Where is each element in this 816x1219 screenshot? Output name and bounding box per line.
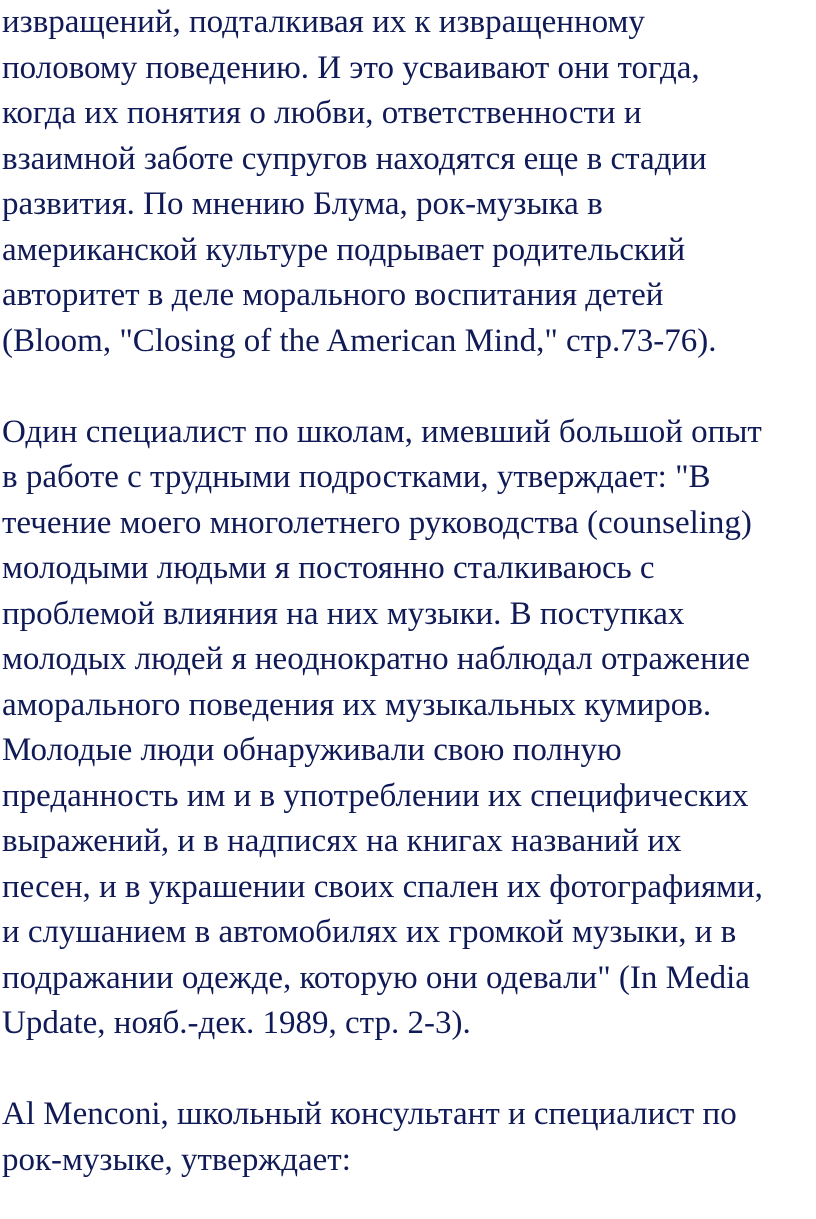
text-line: рок-музыке, утверждает: — [2, 1141, 351, 1178]
text-line: американской культуре подрывает родительский — [2, 231, 686, 268]
text-line: песен, и в украшении своих спален их фотографиями, — [2, 868, 763, 905]
text-line: взаимной заботе супругов находятся еще в стадии — [2, 140, 707, 177]
paragraph-gap — [2, 1047, 816, 1093]
text-line: молодых людей я неоднократно наблюдал отражение — [2, 641, 751, 677]
text-line: извращений, подталкивая их к извращенному — [2, 4, 645, 40]
text-line: аморального поведения их музыкальных кумиров. — [2, 686, 712, 723]
text-line: Al Menconi, школьный консультант и специалист по — [2, 1096, 737, 1132]
text-line: выражений, и в надписях на книгах названий их — [2, 823, 682, 859]
text-line: (Bloom, "Closing of the American Mind," стр.73-76). — [2, 322, 717, 359]
paragraph-gap — [2, 364, 816, 410]
text-line: когда их понятия о любви, ответственности и — [2, 95, 642, 131]
paragraph-1 — [2, 0, 816, 364]
paragraph-2 — [2, 410, 816, 1047]
text-line: Update, нояб.-дек. 1989, стр. 2-3). — [2, 1005, 471, 1041]
text-line: проблемой влияния на них музыки. В поступках — [2, 595, 685, 632]
text-line: половому поведению. И это усваивают они тогда, — [2, 49, 700, 86]
paragraph-3 — [2, 1092, 816, 1183]
text-line: молодыми людьми я постоянно сталкиваюсь с — [2, 550, 655, 586]
text-line: Молодые люди обнаруживали свою полную — [2, 732, 622, 768]
text-line: авторитет в деле морального воспитания детей — [2, 277, 664, 313]
text-line: течение моего многолетнего руководства (counseling) — [2, 504, 752, 541]
text-line: в работе с трудными подростками, утверждает: "В — [2, 459, 711, 495]
text-line: Один специалист по школам, имевший большой опыт — [2, 413, 762, 450]
text-line: и слушанием в автомобилях их громкой музыки, и в — [2, 914, 737, 950]
text-line: преданность им и в употреблении их специфических — [2, 777, 749, 814]
text-line: развития. По мнению Блума, рок-музыка в — [2, 186, 603, 222]
text-line: подражании одежде, которую они одевали" (In Media — [2, 959, 750, 996]
